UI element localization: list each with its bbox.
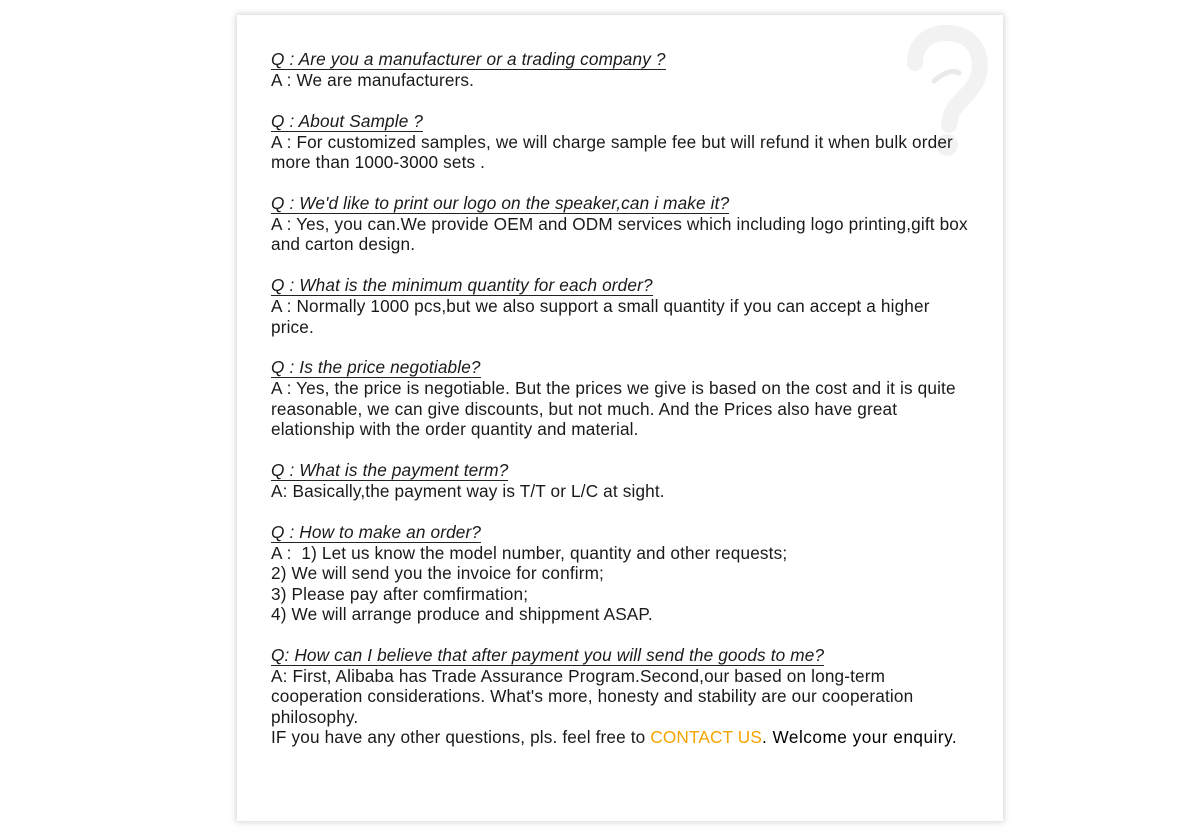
faq-answer: A : Yes, the price is negotiable. But the prices we give is based on the cost and it is quite reasonable, we can give discounts, but not much. And the Prices also have great elationship with the order quantity and material. xyxy=(271,378,961,440)
faq-item xyxy=(271,275,976,337)
faq-answer: A : For customized samples, we will charge sample fee but will refund it when bulk order more than 1000-3000 sets . xyxy=(271,131,958,173)
faq-item xyxy=(271,460,976,501)
faq-answer-line: A : 1) Let us know the model number, quantity and other requests; xyxy=(271,542,788,563)
faq-answer: A : Yes, you can.We provide OEM and ODM services which including logo printing,gift box and carton design. xyxy=(271,214,973,255)
faq-content xyxy=(271,49,976,747)
faq-question: Q: How can I believe that after payment you will send the goods to me? xyxy=(271,644,825,665)
faq-answer: A: First, Alibaba has Trade Assurance Program.Second,our based on long-term cooperation considerations. What's more, honesty and stability are our cooperation philosophy. xyxy=(271,665,919,727)
faq-question: Q : What is the payment term? xyxy=(271,460,509,481)
faq-answer-line: 3) Please pay after comfirmation; xyxy=(271,583,529,604)
faq-answer: A: Basically,the payment way is T/T or L/C at sight. xyxy=(271,481,665,502)
closing-text xyxy=(271,727,976,747)
faq-item xyxy=(271,193,976,255)
contact-us-link[interactable]: CONTACT US xyxy=(650,727,762,748)
faq-answer-line: 2) We will send you the invoice for confirm; xyxy=(271,563,604,584)
faq-question: Q : Are you a manufacturer or a trading company ? xyxy=(271,49,666,69)
faq-item xyxy=(271,111,976,173)
faq-answer-line: 4) We will arrange produce and shippment ASAP. xyxy=(271,604,653,625)
faq-answer: A : Normally 1000 pcs,but we also support a small quantity if you can accept a higher price. xyxy=(271,296,935,337)
closing-prefix: IF you have any other questions, pls. feel free to xyxy=(271,727,651,748)
faq-question: Q : About Sample ? xyxy=(271,110,424,131)
faq-item xyxy=(271,645,976,727)
faq-item xyxy=(271,49,976,90)
faq-question: Q : Is the price negotiable? xyxy=(271,357,481,378)
faq-item xyxy=(271,357,976,439)
faq-answer: A : We are manufacturers. xyxy=(271,70,475,90)
faq-question: Q : We'd like to print our logo on the speaker,can i make it? xyxy=(271,193,730,213)
faq-card xyxy=(237,15,1003,821)
faq-item xyxy=(271,522,976,625)
faq-question: Q : How to make an order? xyxy=(271,521,482,542)
closing-suffix: . Welcome your enquiry. xyxy=(761,727,958,748)
faq-question: Q : What is the minimum quantity for each order? xyxy=(271,275,653,296)
